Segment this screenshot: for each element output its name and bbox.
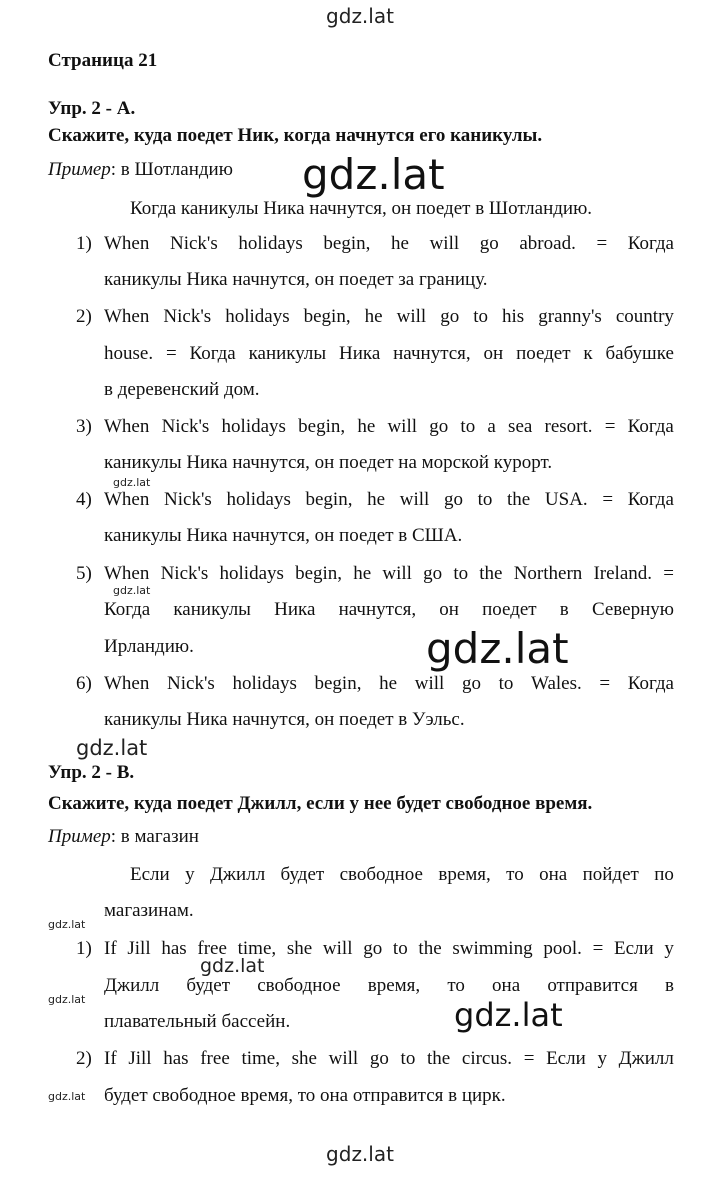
word: Если bbox=[614, 938, 654, 959]
item-line bbox=[104, 599, 674, 621]
word: = bbox=[599, 673, 611, 694]
word: to bbox=[392, 938, 408, 959]
word: Джилл bbox=[104, 975, 160, 996]
word: = bbox=[604, 416, 616, 437]
word: pool. bbox=[543, 938, 582, 959]
word: begin, bbox=[305, 489, 353, 510]
item-line: каникулы Ника начнутся, он поедет в Уэльс. bbox=[104, 709, 465, 730]
word: circus. bbox=[461, 1048, 513, 1069]
word: When bbox=[104, 489, 150, 510]
word: When bbox=[104, 673, 150, 694]
word: the bbox=[427, 1048, 451, 1069]
watermark-large: gdz.lat bbox=[426, 624, 569, 673]
word: поедет bbox=[516, 343, 571, 364]
item-line bbox=[104, 233, 674, 255]
word: If bbox=[104, 938, 117, 959]
item-number: 4) bbox=[76, 489, 92, 510]
word: to bbox=[453, 563, 469, 584]
word: holidays bbox=[219, 563, 284, 584]
word: Когда bbox=[627, 489, 674, 510]
word: Nick's bbox=[167, 673, 215, 694]
word: to bbox=[477, 489, 493, 510]
word: Когда bbox=[189, 343, 236, 364]
word: she bbox=[286, 938, 313, 959]
word: he bbox=[379, 673, 398, 694]
word: will bbox=[414, 673, 445, 694]
word: Когда bbox=[627, 673, 674, 694]
item-line: каникулы Ника начнутся, он поедет на морской курорт. bbox=[104, 452, 553, 473]
watermark-small: gdz.lat bbox=[48, 1090, 86, 1103]
word: время, bbox=[367, 975, 421, 996]
word: abroad. bbox=[519, 233, 576, 254]
word: go bbox=[479, 233, 499, 254]
word: = bbox=[165, 343, 177, 364]
word: granny's bbox=[538, 306, 602, 327]
word: в bbox=[664, 975, 674, 996]
item-line bbox=[104, 938, 674, 960]
word: he bbox=[364, 306, 383, 327]
word: will bbox=[382, 563, 412, 584]
word: he bbox=[357, 416, 376, 437]
watermark-small: gdz.lat bbox=[48, 993, 86, 1006]
word: to bbox=[498, 673, 514, 694]
item-line bbox=[104, 306, 674, 328]
watermark-top: gdz.lat bbox=[326, 4, 394, 28]
item-line bbox=[104, 489, 674, 511]
word: Ника bbox=[339, 343, 381, 364]
section-b-example-answer bbox=[130, 864, 674, 886]
item-line: плавательный бассейн. bbox=[104, 1011, 291, 1032]
word: holidays bbox=[238, 233, 303, 254]
word: = bbox=[602, 489, 614, 510]
word: бабушке bbox=[605, 343, 674, 364]
word: отправится bbox=[547, 975, 638, 996]
word: go bbox=[461, 673, 481, 694]
section-b-example bbox=[48, 826, 199, 848]
item-line bbox=[104, 343, 674, 365]
word: go bbox=[440, 306, 460, 327]
word: sea bbox=[508, 416, 533, 437]
word: go bbox=[443, 489, 463, 510]
watermark-small: gdz.lat bbox=[48, 918, 86, 931]
word: то bbox=[447, 975, 465, 996]
word: resort. bbox=[544, 416, 593, 437]
section-b-heading: Упр. 2 - В. bbox=[48, 762, 135, 783]
item-line bbox=[104, 1048, 674, 1070]
word: begin, bbox=[295, 563, 343, 584]
watermark-medium: gdz.lat bbox=[76, 736, 148, 760]
word: house. bbox=[104, 343, 154, 364]
word: Когда bbox=[627, 416, 674, 437]
word: Jill bbox=[128, 1048, 152, 1069]
word: country bbox=[615, 306, 674, 327]
word: go bbox=[363, 938, 383, 959]
word: в bbox=[559, 599, 569, 620]
section-b-example-answer: магазинам. bbox=[104, 900, 194, 921]
word: свободное bbox=[257, 975, 341, 996]
item-line bbox=[104, 416, 674, 438]
word: будет bbox=[186, 975, 231, 996]
word: When bbox=[104, 416, 150, 437]
word: начнутся, bbox=[393, 343, 471, 364]
word: to bbox=[400, 1048, 416, 1069]
word: Если bbox=[546, 1048, 586, 1069]
word: the bbox=[479, 563, 503, 584]
item-number: 1) bbox=[76, 233, 92, 254]
word: = bbox=[523, 1048, 535, 1069]
item-line bbox=[104, 975, 674, 997]
item-line: в деревенский дом. bbox=[104, 379, 260, 400]
section-a-heading: Упр. 2 - А. bbox=[48, 98, 136, 119]
word: Northern bbox=[513, 563, 583, 584]
word: Джилл bbox=[618, 1048, 674, 1069]
word: will bbox=[396, 306, 427, 327]
word: to bbox=[473, 306, 488, 327]
section-a-example bbox=[48, 159, 233, 181]
item-line: будет свободное время, то она отправится в цирк. bbox=[104, 1085, 506, 1106]
word: у bbox=[185, 864, 195, 885]
item-number: 5) bbox=[76, 563, 92, 584]
word: Когда bbox=[104, 599, 151, 620]
word: каникулы bbox=[248, 343, 327, 364]
word: will bbox=[322, 938, 353, 959]
word: has bbox=[163, 1048, 189, 1069]
word: Jill bbox=[127, 938, 151, 959]
page-title: Страница 21 bbox=[48, 50, 158, 71]
word: по bbox=[654, 864, 674, 885]
word: swimming bbox=[452, 938, 533, 959]
word: begin, bbox=[314, 673, 362, 694]
word: will bbox=[328, 1048, 359, 1069]
word: свободное bbox=[339, 864, 423, 885]
example-label: Пример bbox=[48, 159, 111, 180]
word: Ireland. bbox=[593, 563, 653, 584]
word: the bbox=[418, 938, 442, 959]
section-a-task: Скажите, куда поедет Ник, когда начнутся его каникулы. bbox=[48, 125, 543, 146]
word: он bbox=[483, 343, 504, 364]
watermark-medium: gdz.lat bbox=[200, 955, 265, 977]
word: Nick's bbox=[163, 306, 212, 327]
word: Ника bbox=[274, 599, 316, 620]
item-number: 2) bbox=[76, 306, 92, 327]
word: время, bbox=[438, 864, 491, 885]
example-label: Пример bbox=[48, 826, 111, 847]
word: = bbox=[592, 938, 604, 959]
item-number: 3) bbox=[76, 416, 92, 437]
word: Nick's bbox=[164, 489, 212, 510]
word: holidays bbox=[226, 489, 291, 510]
item-line: Ирландию. bbox=[104, 636, 194, 657]
word: If bbox=[104, 1048, 117, 1069]
word: holidays bbox=[221, 416, 286, 437]
word: holidays bbox=[232, 673, 297, 694]
word: Северную bbox=[591, 599, 674, 620]
word: Если bbox=[130, 864, 170, 885]
word: у bbox=[597, 1048, 607, 1069]
example-value: : в магазин bbox=[110, 826, 199, 847]
word: у bbox=[664, 938, 674, 959]
word: begin, bbox=[303, 306, 351, 327]
watermark-bottom: gdz.lat bbox=[326, 1142, 394, 1166]
word: When bbox=[104, 233, 150, 254]
word: то bbox=[506, 864, 524, 885]
word: = bbox=[596, 233, 608, 254]
word: поедет bbox=[482, 599, 537, 620]
word: she bbox=[291, 1048, 317, 1069]
watermark-large: gdz.lat bbox=[454, 996, 563, 1034]
word: time, bbox=[237, 938, 277, 959]
word: has bbox=[161, 938, 187, 959]
watermark-large: gdz.lat bbox=[302, 150, 445, 199]
word: он bbox=[439, 599, 459, 620]
word: When bbox=[104, 563, 150, 584]
example-value: : в Шотландию bbox=[110, 159, 233, 180]
word: a bbox=[487, 416, 496, 437]
word: go bbox=[423, 563, 443, 584]
word: будет bbox=[280, 864, 325, 885]
item-number: 6) bbox=[76, 673, 92, 694]
word: will bbox=[387, 416, 418, 437]
word: free bbox=[200, 1048, 230, 1069]
word: he bbox=[353, 563, 372, 584]
item-line: каникулы Ника начнутся, он поедет в США. bbox=[104, 525, 463, 546]
item-number: 1) bbox=[76, 938, 92, 959]
watermark-small: gdz.lat bbox=[113, 584, 151, 597]
word: Когда bbox=[627, 233, 674, 254]
word: go bbox=[429, 416, 449, 437]
word: = bbox=[663, 563, 674, 584]
watermark-small: gdz.lat bbox=[113, 476, 151, 489]
word: каникулы bbox=[173, 599, 251, 620]
word: the bbox=[507, 489, 531, 510]
word: will bbox=[399, 489, 430, 510]
section-b-task: Скажите, куда поедет Джилл, если у нее будет свободное время. bbox=[48, 793, 593, 814]
word: he bbox=[367, 489, 386, 510]
word: Wales. bbox=[531, 673, 582, 694]
word: When bbox=[104, 306, 150, 327]
word: Джилл bbox=[209, 864, 266, 885]
word: Nick's bbox=[160, 563, 209, 584]
word: time, bbox=[241, 1048, 280, 1069]
word: она bbox=[492, 975, 521, 996]
word: начнутся, bbox=[338, 599, 417, 620]
word: Nick's bbox=[161, 416, 210, 437]
word: к bbox=[583, 343, 593, 364]
word: his bbox=[502, 306, 525, 327]
word: она bbox=[539, 864, 568, 885]
word: begin, bbox=[298, 416, 346, 437]
item-line bbox=[104, 563, 674, 585]
item-line bbox=[104, 673, 674, 695]
word: go bbox=[369, 1048, 389, 1069]
section-a-example-answer: Когда каникулы Ника начнутся, он поедет в Шотландию. bbox=[130, 198, 593, 219]
word: free bbox=[197, 938, 227, 959]
word: holidays bbox=[225, 306, 290, 327]
word: he bbox=[391, 233, 409, 254]
word: пойдет bbox=[582, 864, 639, 885]
item-number: 2) bbox=[76, 1048, 92, 1069]
word: to bbox=[460, 416, 476, 437]
word: Nick's bbox=[170, 233, 218, 254]
word: will bbox=[429, 233, 460, 254]
item-line: каникулы Ника начнутся, он поедет за границу. bbox=[104, 269, 488, 290]
word: begin, bbox=[323, 233, 371, 254]
word: USA. bbox=[544, 489, 588, 510]
